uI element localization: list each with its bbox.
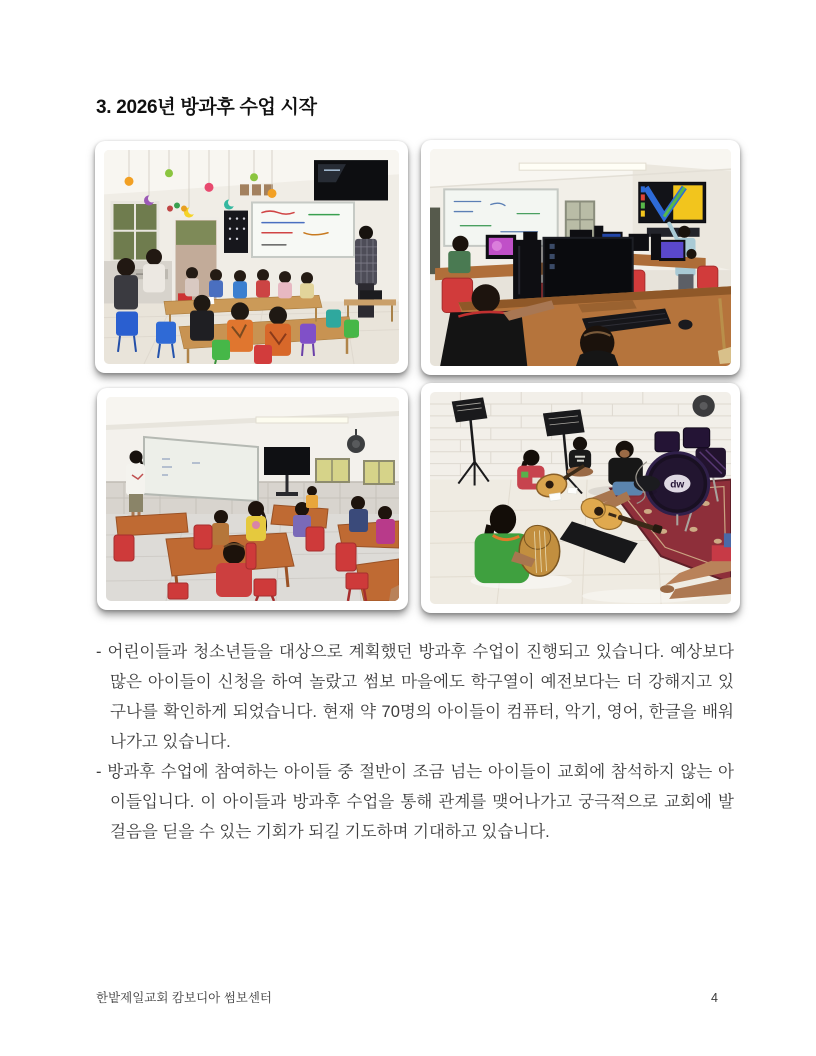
photo-kindergarten-class-illustration: [104, 150, 399, 364]
photo-desk-class-illustration: [106, 397, 399, 601]
svg-text:dw: dw: [670, 479, 685, 491]
photo-computer-class: [421, 140, 740, 375]
photo-desk-class: [97, 388, 408, 610]
section-title: 3. 2026년 방과후 수업 시작: [96, 97, 317, 118]
photo-computer-class-illustration: [430, 149, 731, 366]
body-text: [96, 637, 734, 847]
paragraph-text: 방과후 수업에 참여하는 아이들 중 절반이 조금 넘는 아이들이 교회에 참석하지 않는 아이들입니다. 이 아이들과 방과후 수업을 통해 관계를 맺어나가고 궁극적으로 교회에 발걸음을 딛을 수 있는 기회가 되길 기도하며 기대하고 있습니다.: [107, 763, 734, 841]
paragraph-2: [96, 757, 734, 847]
paragraph-text: 어린이들과 청소년들을 대상으로 계획했던 방과후 수업이 진행되고 있습니다. 예상보다 많은 아이들이 신청을 하여 놀랐고 썸보 마을에도 학구열이 예전보다는 더 강해지고 있구나를 확인하게 되었습니다. 현재 약 70명의 아이들이 컴퓨터, 악기, 영어, 한글을 배워나가고 있습니다.: [107, 643, 734, 751]
bullet-dash: -: [96, 763, 102, 781]
photo-music-class: [421, 383, 740, 613]
bullet-dash: -: [96, 643, 102, 661]
footer-organization: 한밭제일교회 캄보디아 썸보센터: [96, 991, 272, 1005]
photo-kindergarten-class: [95, 141, 408, 373]
paragraph-1: [96, 637, 734, 757]
photo-music-class-illustration: [430, 392, 731, 604]
page-number: 4: [711, 991, 718, 1005]
page-footer: [96, 988, 718, 1006]
